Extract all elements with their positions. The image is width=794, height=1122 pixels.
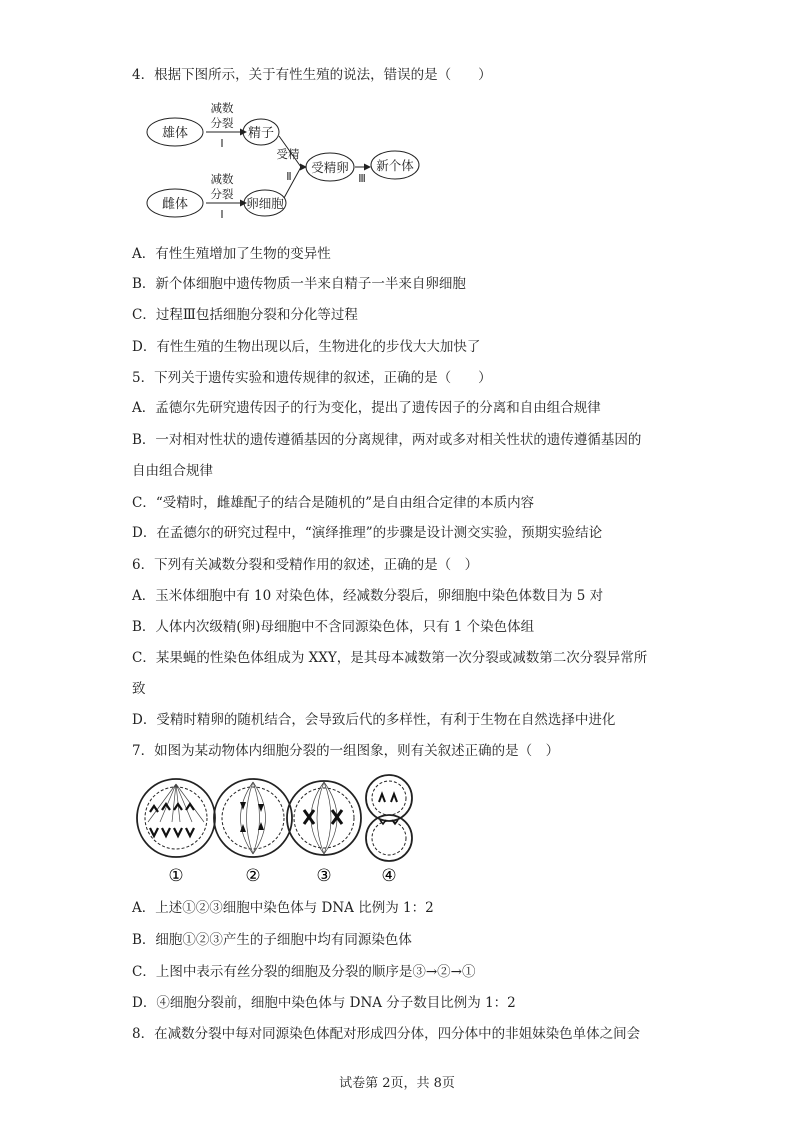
svg-text:I: I [220, 137, 224, 150]
q6-option-c: C．某果蝇的性染色体组成为 XXY，是其母本减数第一次分裂或减数第二次分裂异常所 [132, 650, 648, 666]
cell-2-label: ② [245, 866, 261, 886]
svg-text:Ⅲ: Ⅲ [358, 172, 366, 185]
q4-stem: 4．根据下图所示，关于有性生殖的说法，错误的是（ ） [132, 67, 492, 83]
q5-option-b-cont: 自由组合规律 [132, 463, 213, 479]
q6-option-b: B．人体内次级精(卵)母细胞中不含同源染色体，只有 1 个染色体组 [132, 619, 535, 635]
cell-1-label: ① [168, 866, 184, 886]
q6-option-a: A．玉米体细胞中有 10 对染色体，经减数分裂后，卵细胞中染色体数目为 5 对 [132, 588, 604, 604]
svg-text:I: I [220, 208, 224, 221]
q4-option-c: C．过程Ⅲ包括细胞分裂和分化等过程 [132, 307, 358, 323]
q6-option-c-cont: 致 [132, 681, 146, 697]
svg-text:减数: 减数 [210, 172, 234, 186]
cell-4-label: ④ [381, 866, 397, 886]
q7-option-a: A．上述①②③细胞中染色体与 DNA 比例为 1：2 [132, 900, 434, 916]
q5-stem: 5．下列关于遗传实验和遗传规律的叙述，正确的是（ ） [132, 370, 492, 386]
cell-3 [287, 781, 361, 886]
q6-option-d: D．受精时精卵的随机结合，会导致后代的多样性，有利于生物在自然选择中进化 [132, 712, 616, 728]
q7-stem: 7．如图为某动物体内细胞分裂的一组图象，则有关叙述正确的是（ ） [132, 743, 560, 759]
cell-division-figures [128, 774, 428, 890]
q8-stem: 8．在减数分裂中每对同源染色体配对形成四分体，四分体中的非姐妹染色单体之间会 [132, 1026, 641, 1042]
q4-option-a: A．有性生殖增加了生物的变异性 [132, 246, 331, 262]
page-footer: 试卷第 2页，共 8页 [339, 1076, 455, 1091]
q5-option-c: C．“受精时，雌雄配子的结合是随机的”是自由组合定律的本质内容 [132, 495, 535, 511]
zygote-label: 受精卵 [311, 160, 349, 175]
q5-option-d: D．在孟德尔的研究过程中，“演绎推理”的步骤是设计测交实验，预期实验结论 [132, 525, 603, 541]
q4-option-b: B．新个体细胞中遗传物质一半来自精子一半来自卵细胞 [132, 276, 466, 292]
sperm-label: 精子 [247, 126, 275, 141]
q7-option-d: D．④细胞分裂前，细胞中染色体与 DNA 分子数目比例为 1：2 [132, 995, 516, 1011]
egg-label: 卵细胞 [246, 196, 284, 211]
svg-text:分裂: 分裂 [210, 187, 234, 201]
new-individual-label: 新个体 [376, 158, 414, 173]
female-label: 雌体 [161, 197, 189, 212]
svg-text:减数: 减数 [210, 101, 234, 115]
q5-option-b: B．一对相对性状的遗传遵循基因的分离规律，两对或多对相关性状的遗传遵循基因的 [132, 432, 642, 448]
cell-2 [214, 779, 292, 886]
q4-option-d: D．有性生殖的生物出现以后，生物进化的步伐大大加快了 [132, 339, 481, 355]
q6-stem: 6．下列有关减数分裂和受精作用的叙述，正确的是（ ） [132, 557, 479, 573]
cell-3-label: ③ [316, 866, 332, 886]
q5-option-a: A．孟德尔先研究遗传因子的行为变化，提出了遗传因子的分离和自由组合规律 [132, 400, 601, 416]
cell-4 [366, 775, 412, 886]
svg-text:受精: 受精 [276, 147, 300, 161]
svg-text:分裂: 分裂 [210, 116, 234, 130]
male-label: 雄体 [161, 126, 189, 141]
reproduction-flow-diagram [140, 96, 430, 226]
cell-1 [137, 779, 215, 886]
q7-option-c: C．上图中表示有丝分裂的细胞及分裂的顺序是③→②→① [132, 964, 476, 980]
svg-text:Ⅱ: Ⅱ [286, 170, 292, 183]
q7-option-b: B．细胞①②③产生的子细胞中均有同源染色体 [132, 932, 412, 948]
